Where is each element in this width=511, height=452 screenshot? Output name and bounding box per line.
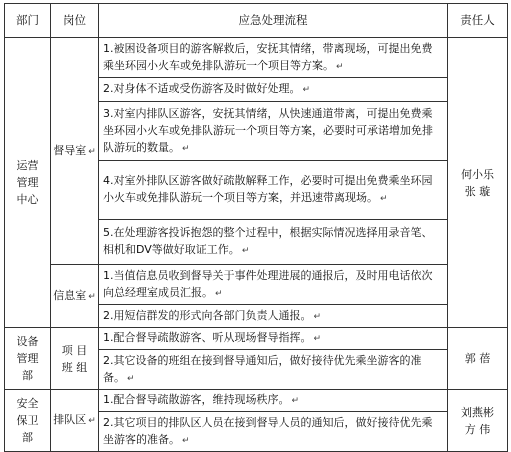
procedure-step: 1.配合督导疏散游客，维持现场秩序。 ↵ — [99, 390, 448, 412]
emergency-procedure-table — [4, 3, 508, 452]
procedure-step: 4.对室外排队区游客做好疏散解释工作，必要时可提出免费乘坐环园小火车或免排队游玩一个项目等方案，并迅速带离现场。 ↵ — [99, 161, 448, 220]
table-row — [5, 390, 508, 412]
responsible-cell: 何小乐 张 璇 — [448, 38, 508, 328]
responsible-cell: 郭 蓓 — [448, 328, 508, 390]
table-row — [5, 265, 508, 305]
responsible-cell: 刘燕彬 方 伟 — [448, 390, 508, 452]
procedure-step: 5.在处理游客投诉抱怨的整个过程中，根据实际情况选择用录音笔、相机和DV等做好取证工作。 ↵ — [99, 220, 448, 265]
procedure-step: 1.被困设备项目的游客解救后，安抚其情绪，带离现场，可提出免费乘坐环园小火车或免排队游玩一个项目等方案。 ↵ — [99, 38, 448, 78]
header-responsible: 责任人 — [448, 4, 508, 38]
department-cell: 设备 管理 部 — [5, 328, 51, 390]
header-row — [5, 4, 508, 38]
header-procedure: 应急处理流程 — [99, 4, 448, 38]
procedure-step: 1.配合督导疏散游客、听从现场督导指挥。 ↵ — [99, 328, 448, 350]
position-cell: 督导室 ↵ — [51, 38, 99, 265]
header-position: 岗位 — [51, 4, 99, 38]
table-row — [5, 328, 508, 350]
table-row — [5, 38, 508, 78]
procedure-step: 2.其它项目的排队区人员在接到督导人员的通知后，做好接待优先乘坐游客的准备。 ↵ — [99, 412, 448, 452]
procedure-step: 2.其它设备的班组在接到督导通知后，做好接待优先乘坐游客的准备。 ↵ — [99, 350, 448, 390]
position-cell: 信息室 ↵ — [51, 265, 99, 328]
position-cell: 排队区 ↵ — [51, 390, 99, 452]
procedure-step: 1.当值信息员收到督导关于事件处理进展的通报后，及时用电话依次向总经理室成员汇报。 ↵ — [99, 265, 448, 305]
procedure-step: 2.用短信群发的形式向各部门负责人通报。 ↵ — [99, 305, 448, 328]
department-cell: 运营 管理 中心 — [5, 38, 51, 328]
header-department: 部门 — [5, 4, 51, 38]
procedure-step: 2.对身体不适或受伤游客及时做好处理。 ↵ — [99, 78, 448, 102]
position-cell: 项 目 班 组 — [51, 328, 99, 390]
procedure-step: 3.对室内排队区游客，安抚其情绪，从快速通道带离，可提出免费乘坐环园小火车或免排队游玩一个项目等方案，必要时可承诺增加免排队游玩的数量。 ↵ — [99, 102, 448, 161]
department-cell: 安全 保卫 部 — [5, 390, 51, 452]
